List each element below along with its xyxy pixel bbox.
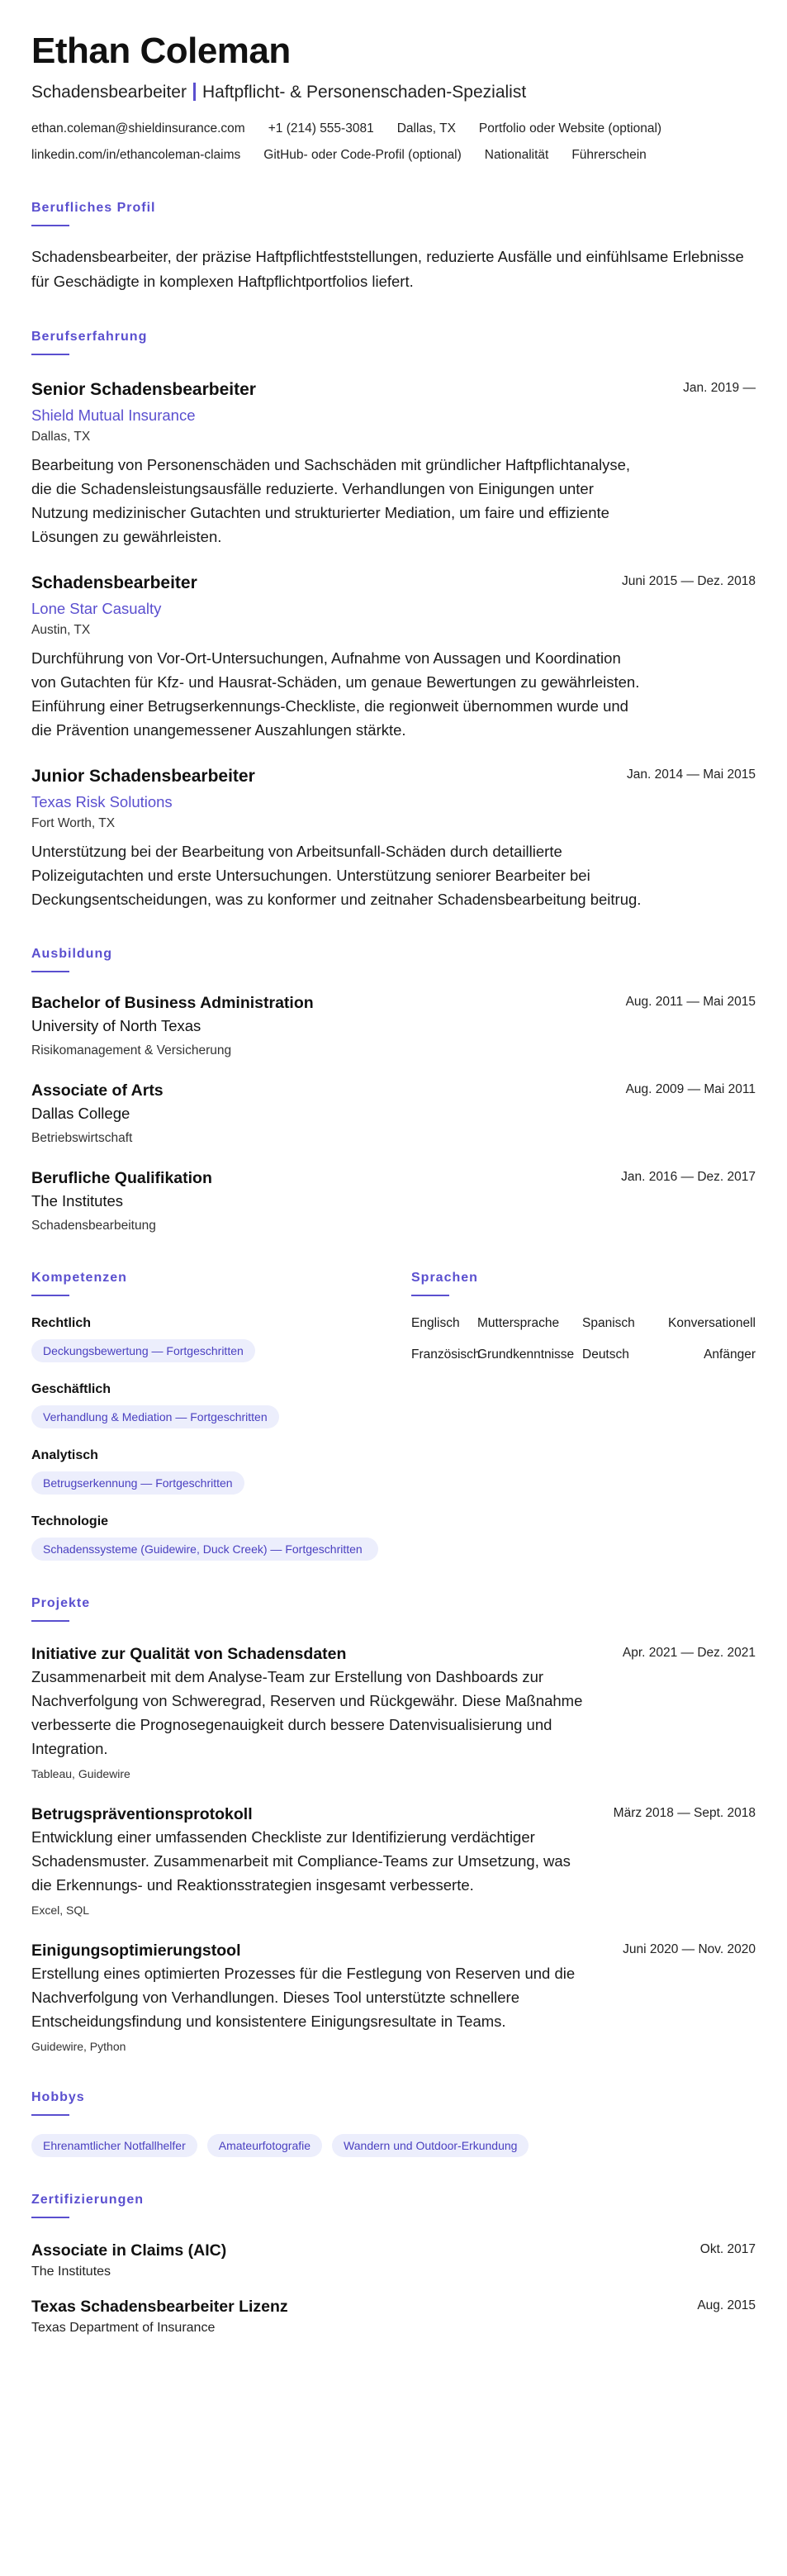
hobby-pill: Wandern und Outdoor-Erkundung <box>332 2134 529 2157</box>
skills-section <box>31 1270 411 1561</box>
contact-location: Dallas, TX <box>396 121 456 135</box>
project-tools: Excel, SQL <box>31 1903 90 1917</box>
project-entry <box>31 1804 756 1918</box>
job-title: Schadensbearbeiter <box>31 573 197 592</box>
profile-section <box>31 200 756 294</box>
language-name: Deutsch <box>582 1347 629 1362</box>
skills-languages-row <box>31 1270 756 1561</box>
candidate-title <box>31 81 756 104</box>
section-underline <box>411 1295 449 1296</box>
education-field: Schadensbearbeitung <box>31 1219 156 1233</box>
section-underline <box>31 225 69 226</box>
project-description: Entwicklung einer umfassenden Checkliste zur Identifizierung verdächtiger Schadensmuster. Zusammenarbeit mit Compliance-Teams zur Umsetzung, was die Erkennungs- und Reaktionsstrategien insgesamt verbesserte. <box>31 1828 571 1894</box>
section-heading: Berufserfahrung <box>31 330 148 344</box>
section-heading: Hobbys <box>31 2090 85 2104</box>
section-heading: Kompetenzen <box>31 1271 127 1285</box>
job-title: Senior Schadensbearbeiter <box>31 380 256 399</box>
project-tools: Guidewire, Python <box>31 2040 126 2053</box>
project-title: Initiative zur Qualität von Schadensdaten <box>31 1645 347 1663</box>
education-date: Jan. 2016 — Dez. 2017 <box>621 1170 756 1184</box>
skill-pill: Schadenssysteme (Guidewire, Duck Creek) — Fortgeschritten <box>31 1538 378 1561</box>
hobby-list <box>31 2134 756 2157</box>
languages-table <box>411 1314 756 1364</box>
skill-group <box>31 1447 411 1495</box>
experience-section <box>31 329 756 911</box>
languages-section <box>411 1270 756 1561</box>
job-company: Shield Mutual Insurance <box>31 406 196 424</box>
skill-pill: Deckungsbewertung — Fortgeschritten <box>31 1339 255 1362</box>
job-location: Dallas, TX <box>31 430 91 444</box>
education-school: Dallas College <box>31 1105 130 1122</box>
certification-entry <box>31 2296 756 2337</box>
job-company: Texas Risk Solutions <box>31 793 173 810</box>
skill-group <box>31 1381 411 1428</box>
education-field: Risikomanagement & Versicherung <box>31 1043 232 1057</box>
education-field: Betriebswirtschaft <box>31 1131 133 1145</box>
skill-category: Technologie <box>31 1514 109 1528</box>
contact-nationality: Nationalität <box>484 148 549 162</box>
job-description: Unterstützung bei der Bearbeitung von Arbeitsunfall-Schäden durch detaillierte Polizeigutachten und erste Untersuchungen. Unterstützung seniorer Bearbeiter bei Deckungsentscheidungen, was zu konformer und zeitnaher Schadensbearbeitung beitrug. <box>31 843 642 908</box>
project-tools: Tableau, Guidewire <box>31 1767 130 1780</box>
certification-title: Texas Schadensbearbeiter Lizenz <box>31 2298 288 2316</box>
education-school: University of North Texas <box>31 1017 201 1034</box>
section-heading: Berufliches Profil <box>31 201 156 215</box>
project-entry <box>31 1940 756 2055</box>
certification-entry <box>31 2240 756 2281</box>
hobby-pill: Ehrenamtlicher Notfallhelfer <box>31 2134 197 2157</box>
project-entry <box>31 1643 756 1782</box>
job-description: Bearbeitung von Personenschäden und Sachschäden mit gründlicher Haftpflichtanalyse, die die Schadensleistungsausfälle reduzierte. Verhandlungen von Einigungen unter Nutzung medizinischer Gutachten und strukturierter Mediation, um faire und effiziente Lösungen zu gewährleisten. <box>31 456 631 545</box>
certification-org: The Institutes <box>31 2265 111 2279</box>
education-date: Aug. 2011 — Mai 2015 <box>625 995 756 1009</box>
skill-category: Rechtlich <box>31 1316 92 1330</box>
language-name: Spanisch <box>582 1316 635 1330</box>
job-entry <box>31 765 756 911</box>
title-sub: Haftpflicht- & Personenschaden-Spezialist <box>201 83 527 102</box>
project-date: Apr. 2021 — Dez. 2021 <box>622 1646 756 1660</box>
language-name: Englisch <box>411 1316 460 1330</box>
certification-org: Texas Department of Insurance <box>31 2321 216 2335</box>
contact-email[interactable]: ethan.coleman@shieldinsurance.com <box>31 121 245 135</box>
job-date: Juni 2015 — Dez. 2018 <box>622 574 756 588</box>
certification-date: Okt. 2017 <box>699 2242 756 2256</box>
section-heading: Sprachen <box>411 1271 478 1285</box>
education-degree: Berufliche Qualifikation <box>31 1169 212 1187</box>
certifications-section <box>31 2192 756 2337</box>
language-level: Grundkenntnisse <box>477 1347 575 1362</box>
contact-list <box>31 119 756 165</box>
language-level: Konversationell <box>668 1316 756 1330</box>
section-heading: Projekte <box>31 1596 91 1610</box>
education-entry <box>31 992 756 1060</box>
contact-portfolio[interactable]: Portfolio oder Website (optional) <box>478 121 662 135</box>
job-entry <box>31 378 756 549</box>
education-entry <box>31 1167 756 1235</box>
contact-linkedin[interactable]: linkedin.com/in/ethancoleman-claims <box>31 148 241 162</box>
skill-category: Geschäftlich <box>31 1382 111 1396</box>
project-date: März 2018 — Sept. 2018 <box>613 1806 756 1820</box>
section-underline <box>31 1295 69 1296</box>
language-name: Französisch <box>411 1347 481 1362</box>
language-row <box>411 1346 756 1364</box>
hobbies-section <box>31 2089 756 2157</box>
projects-section <box>31 1595 756 2055</box>
contact-github[interactable]: GitHub- oder Code-Profil (optional) <box>263 148 462 162</box>
section-underline <box>31 1620 69 1622</box>
project-description: Erstellung eines optimierten Prozesses für die Festlegung von Reserven und die Nachverfolgung von Verhandlungen. Dieses Tool unterstützte schnellere Entscheidungsfindung und konsistentere Einigungsresultate in Teams. <box>31 1965 576 2030</box>
job-location: Austin, TX <box>31 623 91 637</box>
language-level: Muttersprache <box>477 1316 560 1330</box>
education-section <box>31 946 756 1235</box>
education-degree: Associate of Arts <box>31 1081 164 1100</box>
job-title: Junior Schadensbearbeiter <box>31 767 255 786</box>
job-description: Durchführung von Vor-Ort-Untersuchungen, Aufnahme von Aussagen und Koordination von Gutachten für Kfz- und Hausrat-Schäden, um genaue Bewertungen zu gewährleisten. Einführung einer Betrugserkennungs-Checkliste, die regionweit übernommen wurde und die Prävention unangemessener Auszahlungen stärkte. <box>31 649 640 739</box>
section-heading: Zertifizierungen <box>31 2193 145 2207</box>
hobby-pill: Amateurfotografie <box>207 2134 322 2157</box>
language-level: Anfänger <box>704 1347 756 1362</box>
section-underline <box>31 2114 69 2116</box>
profile-text: Schadensbearbeiter, der präzise Haftpflichtfeststellungen, reduzierte Ausfälle und einfühlsame Erlebnisse für Geschädigte in komplexen Haftpflichtportfolios liefert. <box>31 248 744 290</box>
education-school: The Institutes <box>31 1192 124 1210</box>
certification-title: Associate in Claims (AIC) <box>31 2241 227 2260</box>
education-date: Aug. 2009 — Mai 2011 <box>625 1082 756 1096</box>
skill-group <box>31 1513 411 1561</box>
section-underline <box>31 354 69 355</box>
title-main: Schadensbearbeiter <box>31 83 187 102</box>
job-date: Jan. 2019 — <box>683 381 756 395</box>
candidate-name: Ethan Coleman <box>31 31 291 71</box>
certification-date: Aug. 2015 <box>697 2298 756 2312</box>
skill-group <box>31 1314 411 1362</box>
job-location: Fort Worth, TX <box>31 816 116 830</box>
project-date: Juni 2020 — Nov. 2020 <box>623 1942 756 1956</box>
project-title: Einigungsoptimierungstool <box>31 1942 241 1960</box>
section-heading: Ausbildung <box>31 947 112 961</box>
education-entry <box>31 1080 756 1148</box>
section-underline <box>31 2217 69 2218</box>
resume-header <box>31 30 756 165</box>
skill-pill: Betrugserkennung — Fortgeschritten <box>31 1471 244 1495</box>
skill-pill: Verhandlung & Mediation — Fortgeschritten <box>31 1405 279 1428</box>
job-company: Lone Star Casualty <box>31 600 162 617</box>
title-divider <box>193 83 196 101</box>
section-underline <box>31 971 69 972</box>
job-date: Jan. 2014 — Mai 2015 <box>627 768 756 782</box>
education-degree: Bachelor of Business Administration <box>31 994 314 1012</box>
contact-drivers-license: Führerschein <box>571 148 647 162</box>
language-row <box>411 1314 756 1333</box>
skill-category: Analytisch <box>31 1448 98 1462</box>
project-description: Zusammenarbeit mit dem Analyse-Team zur Erstellung von Dashboards zur Nachverfolgung von Schweregrad, Reserven und Rückgewähr. Diese Maßnahme verbesserte die Prognosegenauigkeit durch bessere Datenvisualisierung und Integration. <box>31 1668 583 1757</box>
job-entry <box>31 572 756 742</box>
project-title: Betrugspräventionsprotokoll <box>31 1805 253 1823</box>
contact-phone[interactable]: +1 (214) 555-3081 <box>268 121 374 135</box>
